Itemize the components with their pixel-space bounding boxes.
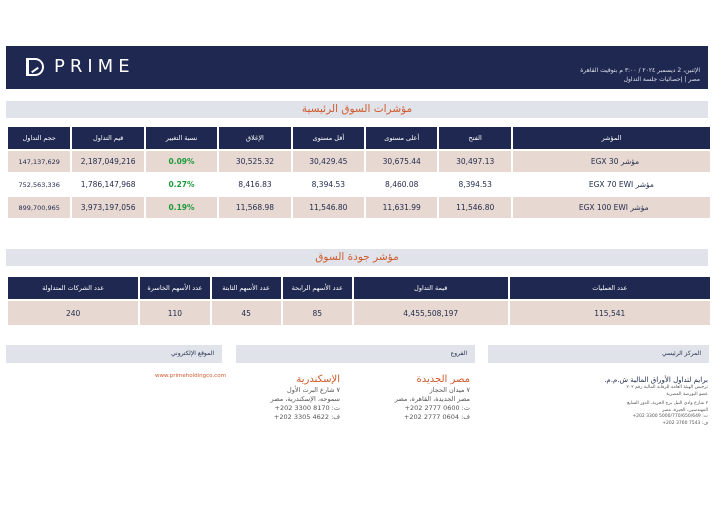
branch-line: ت: 0600 2777 202+ — [404, 404, 470, 412]
hq-line: ٢ شارع وادي النيل برج الحرية، الدور السابع — [627, 401, 708, 406]
index-value: 3,973,197,056 — [72, 197, 143, 218]
hq-line: ترخيص الهيئة العامة للرقابة المالية رقم ٢٠٢ — [626, 385, 708, 390]
prime-logo-icon — [26, 58, 44, 76]
branch-line: ف: 0604 2777 202+ — [403, 413, 470, 421]
hq-bar: المركز الرئيسي — [488, 345, 709, 363]
index-volume: 147,137,629 — [8, 151, 70, 172]
quality-losers: 110 — [140, 301, 209, 325]
branch-line: ٧ شارع البرت الأول — [287, 386, 340, 394]
col-companies: عدد الشركات المتداولة — [8, 277, 138, 299]
col-volume: حجم التداول — [8, 127, 70, 149]
prime-logo — [26, 56, 135, 77]
index-close: 8,416.83 — [219, 174, 290, 195]
table-row — [8, 174, 710, 195]
index-volume: 899,700,965 — [8, 197, 70, 218]
table-row — [8, 301, 710, 325]
index-low: 30,429.45 — [293, 151, 364, 172]
branches-bar: الفروع — [236, 345, 475, 363]
index-open: 11,546.80 — [439, 197, 510, 218]
hq-name: برايم لتداول الأوراق المالية ش.م.م. — [604, 376, 708, 384]
index-name: مؤشر EGX 100 EWI — [513, 197, 710, 218]
branch-line: ف: 4622 3305 202+ — [273, 413, 340, 421]
hq-line: ف: 7543 3760 202+ — [662, 420, 708, 426]
indices-title: مؤشرات السوق الرئيسية — [6, 101, 708, 118]
branch-city: الإسكندرية — [296, 374, 340, 385]
col-value: قيم التداول — [72, 127, 143, 149]
hq-line: عضو البورصة المصرية — [666, 391, 708, 397]
hq-line: ت: 5000/770/650/649 3300 202+ — [632, 414, 708, 419]
branch-alexandria — [240, 374, 340, 422]
branch-line: سموحه، الإسكندرية، مصر — [270, 395, 340, 403]
table-row — [8, 151, 710, 172]
quality-companies: 240 — [8, 301, 138, 325]
index-change: 0.27% — [146, 174, 217, 195]
branch-line: ٧ ميدان الحجاز — [429, 386, 470, 394]
index-change: 0.19% — [146, 197, 217, 218]
index-high: 30,675.44 — [366, 151, 437, 172]
quality-trade-value: 4,455,508,197 — [354, 301, 508, 325]
indices-header-row — [8, 127, 710, 149]
col-open: الفتح — [439, 127, 510, 149]
branch-line: ت: 8170 3300 202+ — [274, 404, 340, 412]
brand-name: PRIME — [54, 56, 135, 77]
col-index: المؤشر — [513, 127, 710, 149]
branch-line: مصر الجديدة، القاهرة، مصر — [394, 395, 470, 403]
hq-line: المهندسين، الجيزة، مصر — [662, 407, 708, 413]
report-subtitle: مصر | إحصائيات جلسة التداول — [623, 76, 700, 83]
quality-table — [6, 275, 712, 327]
table-row — [8, 197, 710, 218]
index-low: 8,394.53 — [293, 174, 364, 195]
report-date: الإثنين، 2 ديسمبر ٢٠٢٤ / ٣:٠٠ م بتوقيت القاهرة — [580, 67, 700, 74]
index-open: 30,497.13 — [439, 151, 510, 172]
index-low: 11,546.80 — [293, 197, 364, 218]
quality-title: مؤشر جودة السوق — [6, 249, 708, 266]
index-high: 11,631.99 — [366, 197, 437, 218]
index-name: مؤشر EGX 30 — [513, 151, 710, 172]
col-close: الإغلاق — [219, 127, 290, 149]
index-value: 1,786,147,968 — [72, 174, 143, 195]
hq-address — [560, 376, 708, 427]
index-close: 30,525.32 — [219, 151, 290, 172]
index-volume: 752,563,336 — [8, 174, 70, 195]
col-change: نسبة التغيير — [146, 127, 217, 149]
index-name: مؤشر EGX 70 EWI — [513, 174, 710, 195]
col-unchanged: عدد الأسهم الثابتة — [212, 277, 281, 299]
index-high: 8,460.08 — [366, 174, 437, 195]
index-open: 8,394.53 — [439, 174, 510, 195]
indices-table — [6, 125, 712, 220]
quality-unchanged: 45 — [212, 301, 281, 325]
quality-header-row — [8, 277, 710, 299]
index-close: 11,568.98 — [219, 197, 290, 218]
branch-city: مصر الجديدة — [416, 374, 470, 385]
header-info — [580, 66, 700, 84]
index-value: 2,187,049,216 — [72, 151, 143, 172]
col-trades: عدد العمليات — [510, 277, 710, 299]
branch-heliopolis — [362, 374, 470, 422]
report-header — [6, 46, 708, 89]
quality-gainers: 85 — [283, 301, 352, 325]
col-trade-value: قيمة التداول — [354, 277, 508, 299]
website-bar: الموقع الإلكتروني — [6, 345, 222, 363]
col-losers: عدد الأسهم الخاسرة — [140, 277, 209, 299]
index-change: 0.09% — [146, 151, 217, 172]
website-link[interactable]: www.primeholdingco.com — [155, 373, 226, 379]
col-low: أقل مستوى — [293, 127, 364, 149]
col-high: أعلى مستوى — [366, 127, 437, 149]
quality-trades: 115,541 — [510, 301, 710, 325]
col-gainers: عدد الأسهم الرابحة — [283, 277, 352, 299]
